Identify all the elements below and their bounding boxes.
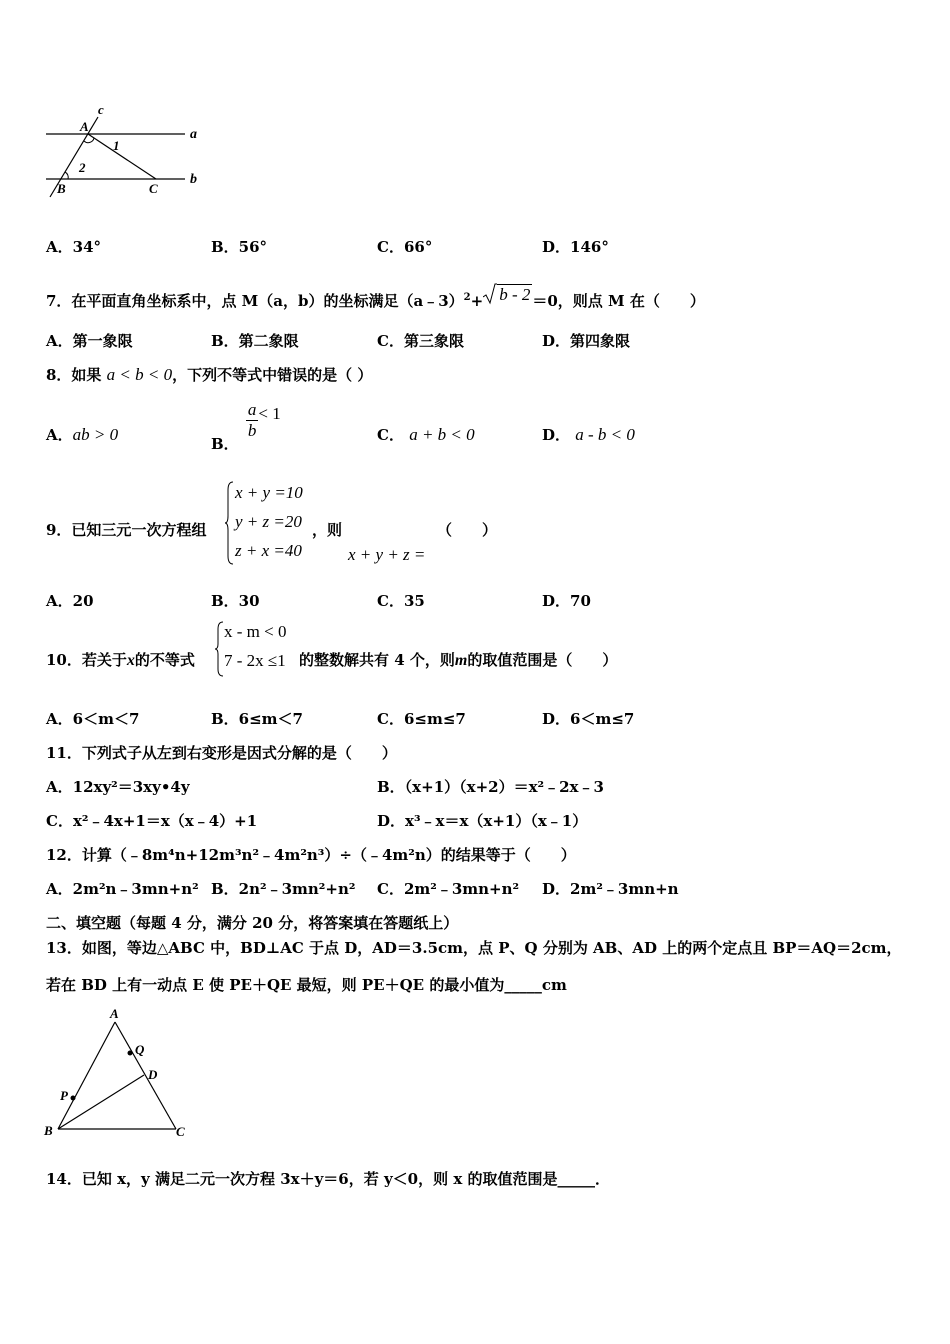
q7-option-d: D．第四象限 [542, 332, 631, 350]
q8-option-b-label: B． [211, 434, 239, 453]
tri-label-C: C [176, 1124, 185, 1139]
q8-option-d-expr: a - b < 0 [575, 425, 635, 444]
tri-label-A: A [110, 1006, 119, 1021]
q12-option-b: B．2n²﹣3mn²+n² [211, 880, 356, 898]
q9-eq-2: y + z =20 [235, 512, 302, 531]
q8-option-b-fraction [246, 400, 259, 441]
q10-stem-a [46, 649, 195, 670]
q9-option-c: C．35 [377, 592, 425, 610]
q11-option-b: B．（x+1）（x+2）＝x²﹣2x﹣3 [377, 778, 604, 796]
label-C: C [149, 181, 158, 196]
q10-inequality-system [214, 620, 304, 678]
q8-option-b-den: b [247, 421, 257, 440]
q9-option-b: B．30 [211, 592, 260, 610]
q11-option-a: A．12xy²＝3xy•4y [46, 778, 190, 796]
q7-option-c: C．第三象限 [377, 332, 464, 350]
q9-option-d: D．70 [542, 592, 591, 610]
q11-option-d: D．x³﹣x＝x（x+1）（x﹣1） [377, 812, 588, 830]
q13-line-2: 若在 BD 上有一动点 E 使 PE＋QE 最短，则 PE＋QE 的最小值为_____cm [46, 976, 567, 994]
q10-ineq-2: 7 - 2x ≤1 [224, 651, 286, 670]
q7-sqrt [483, 283, 532, 305]
q8-option-b-rest: < 1 [258, 403, 281, 423]
tri-label-B: B [44, 1123, 53, 1138]
q8-stem [46, 364, 372, 385]
section-2-title: 二、填空题（每题 4 分，满分 20 分，将答案填在答题纸上） [46, 914, 459, 932]
q10-stem-suffix1: 的整数解共有 4 个，则 [299, 651, 455, 669]
q11-option-c: C．x²﹣4x+1＝x（x﹣4）+1 [46, 812, 258, 830]
parallel-lines-figure [40, 100, 210, 205]
label-A: A [80, 119, 89, 134]
q10-stem-mid: 的不等式 [134, 651, 195, 669]
q8-stem-suffix: ，下列不等式中错误的是（ ） [172, 366, 373, 384]
q10-stem-prefix: 10．若关于 [46, 651, 127, 669]
tri-label-Q: Q [135, 1042, 145, 1057]
point-p [71, 1096, 76, 1101]
q7-stem [46, 283, 705, 311]
q7-option-b: B．第二象限 [211, 332, 299, 350]
q9-option-a: A．20 [46, 592, 94, 610]
q12-option-d: D．2m²﹣3mn+n [542, 880, 679, 898]
label-b: b [190, 172, 197, 187]
q7-option-a: A．第一象限 [46, 332, 133, 350]
q7-sup: 2 [463, 292, 471, 303]
q13-line-1: 13．如图，等边△ABC 中，BD⊥AC 于点 D，AD＝3.5cm，点 P、Q 分别为 AB、AD 上的两个定点且 BP＝AQ＝2cm， [46, 939, 902, 957]
q10-option-d: D．6＜m≤7 [542, 710, 635, 728]
triangle-figure [40, 1005, 200, 1145]
q7-radicand: b - 2 [499, 285, 531, 304]
q8-stem-prefix: 8．如果 [46, 366, 102, 384]
q11-stem: 11．下列式子从左到右变形是因式分解的是（ ） [46, 744, 397, 762]
q10-var-x: x [126, 652, 135, 669]
q8-option-b [211, 400, 281, 453]
q10-brace [214, 620, 224, 678]
label-2: 2 [79, 160, 86, 175]
q6-option-a: A．34° [46, 238, 102, 256]
tri-label-P: P [60, 1088, 68, 1103]
q8-option-d [542, 424, 635, 445]
q10-stem-suffix2: 的取值范围是（ ） [467, 651, 618, 669]
q6-option-c: C．66° [377, 238, 433, 256]
q9-target: x + y + z = [348, 545, 426, 564]
q8-option-a-label: A． [46, 426, 73, 444]
q12-option-c: C．2m²﹣3mn+n² [377, 880, 520, 898]
q7-stem-prefix: 7．在平面直角坐标系中，点 M（a，b）的坐标满足（a﹣3） [46, 292, 464, 310]
q10-option-a: A．6＜m＜7 [46, 710, 140, 728]
q7-stem-suffix: ＝0，则点 M 在（ ） [532, 292, 705, 310]
q8-condition: a < b < 0 [106, 365, 173, 384]
q6-option-d: D．146° [542, 238, 609, 256]
q8-option-b-num: a [247, 400, 257, 419]
q7-plus: + [470, 292, 484, 310]
q14-text: 14．已知 x，y 满足二元一次方程 3x＋y＝6，若 y＜0，则 x 的取值范围是_____． [46, 1170, 610, 1188]
q9-equation-system [224, 480, 324, 566]
q10-ineq-1: x - m < 0 [224, 622, 287, 641]
q8-option-d-label: D． [542, 426, 571, 444]
q8-option-c-label: C． [377, 426, 404, 444]
q8-option-a [46, 424, 118, 445]
label-B: B [57, 181, 66, 196]
label-c: c [98, 102, 104, 117]
q6-option-b: B．56° [211, 238, 268, 256]
q9-brace [224, 480, 234, 566]
label-1: 1 [113, 138, 120, 153]
q9-stem-mid: ，则 [312, 521, 343, 539]
q8-option-c [377, 424, 475, 445]
q10-stem-b [299, 649, 617, 670]
q10-option-c: C．6≤m≤7 [377, 710, 466, 728]
tri-label-D: D [148, 1067, 158, 1082]
q8-option-a-expr: ab > 0 [72, 425, 119, 444]
label-a: a [190, 127, 197, 142]
q12-stem: 12．计算（﹣8m⁴n+12m³n²﹣4m²n³）÷（﹣4m²n）的结果等于（ ） [46, 846, 576, 864]
q9-paren: （ ） [437, 521, 498, 539]
q10-option-b: B．6≤m＜7 [211, 710, 303, 728]
q12-option-a: A．2m²n﹣3mn+n² [46, 880, 199, 898]
q9-eq-1: x + y =10 [235, 483, 303, 502]
point-q [128, 1051, 133, 1056]
q8-option-c-expr: a + b < 0 [409, 425, 475, 444]
q9-eq-3: z + x =40 [235, 541, 302, 560]
q9-stem-prefix: 9．已知三元一次方程组 [46, 521, 207, 539]
q10-var-m: m [454, 652, 468, 669]
